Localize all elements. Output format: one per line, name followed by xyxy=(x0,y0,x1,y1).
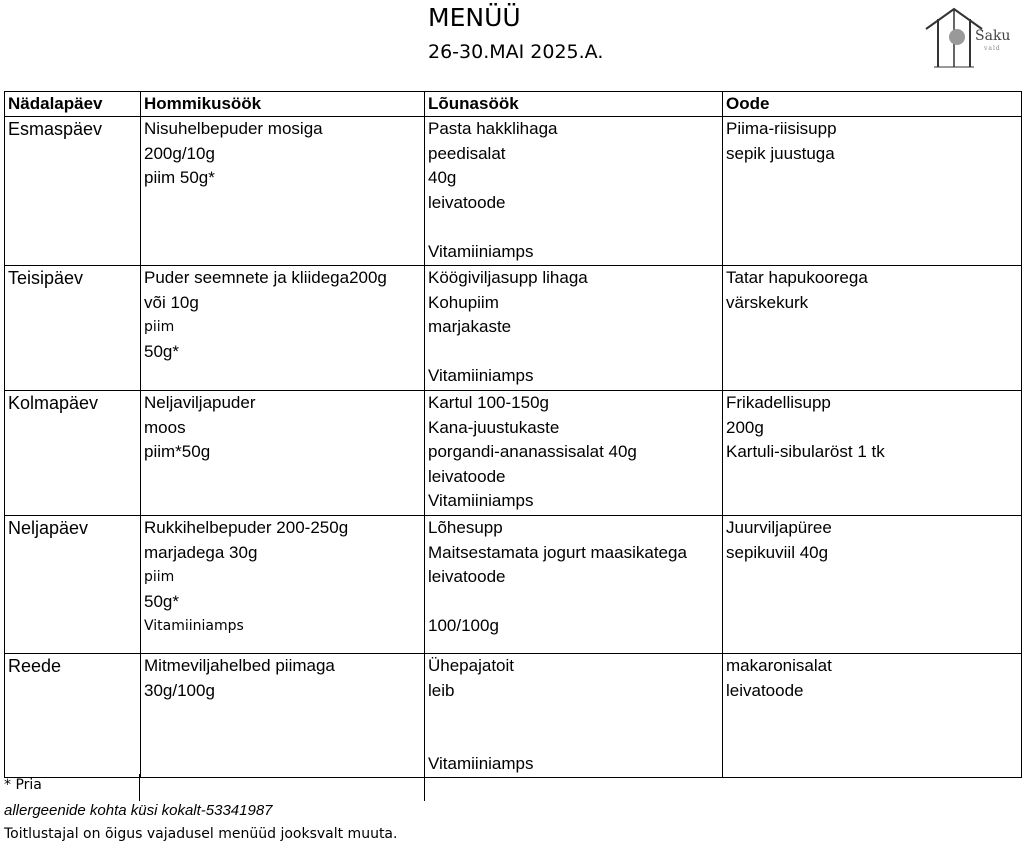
snack-line: Tatar hapukoorega xyxy=(726,268,868,287)
breakfast-line: piim*50g xyxy=(144,442,211,462)
footer-divider xyxy=(424,774,425,801)
lunch-line: Kartul 100-150g xyxy=(428,393,549,412)
breakfast-line: 50g* xyxy=(144,341,179,361)
snack-cell xyxy=(723,391,1022,516)
lunch-line: Vitamiiniamps xyxy=(428,491,534,511)
footer-divider xyxy=(139,774,140,801)
snack-cell xyxy=(723,516,1022,654)
logo-subtext: vald xyxy=(984,45,1001,52)
snack-line: sepikuviil 40g xyxy=(726,542,829,562)
page-subtitle: 26-30.MAI 2025.A. xyxy=(428,41,604,63)
lunch-line: porgandi-ananassisalat 40g xyxy=(428,442,637,462)
lunch-line: 100/100g xyxy=(428,616,499,636)
day-cell: Neljapäev xyxy=(5,516,141,654)
breakfast-line: Neljaviljapuder xyxy=(144,393,256,412)
table-row xyxy=(5,516,1022,654)
snack-line: värskekurk xyxy=(726,292,809,312)
lunch-line: leib xyxy=(428,680,455,700)
lunch-line xyxy=(428,590,722,615)
menu-table xyxy=(4,91,1022,778)
snack-line: Juurviljapüree xyxy=(726,518,832,537)
lunch-line: Kohupiim xyxy=(428,292,499,312)
snack-line: Kartuli-sibularöst 1 tk xyxy=(726,442,885,462)
lunch-cell xyxy=(425,654,723,778)
lunch-line xyxy=(428,340,722,365)
snack-line: Piima-riisisupp xyxy=(726,119,837,138)
snack-line: makaronisalat xyxy=(726,656,832,675)
page-title: MENÜÜ xyxy=(428,3,521,32)
table-row xyxy=(5,266,1022,391)
snack-cell xyxy=(723,117,1022,266)
breakfast-cell xyxy=(141,391,425,516)
breakfast-line: piim xyxy=(144,319,175,336)
breakfast-cell xyxy=(141,266,425,391)
footnote-allergens: allergeenide kohta küsi kokalt-53341987 xyxy=(4,802,273,819)
breakfast-line: marjadega 30g xyxy=(144,542,258,562)
lunch-line: peedisalat xyxy=(428,143,506,163)
table-row xyxy=(5,654,1022,778)
lunch-line: Ühepajatoit xyxy=(428,656,515,675)
breakfast-line: piim 50g* xyxy=(144,168,215,188)
table-header-row xyxy=(5,92,1022,117)
snack-line: Frikadellisupp xyxy=(726,393,831,412)
snack-line: 200g xyxy=(726,417,764,437)
column-header-snack: Oode xyxy=(723,92,1022,117)
breakfast-line: või 10g xyxy=(144,292,199,312)
lunch-cell xyxy=(425,117,723,266)
column-header-lunch: Lõunasöök xyxy=(425,92,723,117)
lunch-line: 40g xyxy=(428,168,457,188)
column-header-breakfast: Hommikusöök xyxy=(141,92,425,117)
breakfast-line xyxy=(144,191,424,216)
footnote-changes: Toitlustajal on õigus vajadusel menüüd jooksvalt muuta. xyxy=(4,826,398,842)
snack-line: sepik juustuga xyxy=(726,143,835,163)
breakfast-line: Vitamiiniamps xyxy=(144,618,244,635)
table-row xyxy=(5,117,1022,266)
breakfast-line: Mitmeviljahelbed piimaga xyxy=(144,656,335,675)
snack-cell xyxy=(723,266,1022,391)
breakfast-line: moos xyxy=(144,417,186,437)
lunch-line xyxy=(428,215,722,240)
lunch-line xyxy=(428,728,722,753)
lunch-line: leivatoode xyxy=(428,192,506,212)
breakfast-line: Rukkihelbepuder 200-250g xyxy=(144,518,349,537)
breakfast-line: Puder seemnete ja kliidega200g xyxy=(144,268,387,287)
lunch-line: Vitamiiniamps xyxy=(428,754,534,774)
lunch-line xyxy=(428,703,722,728)
breakfast-line: 200g/10g xyxy=(144,143,215,163)
day-cell: Reede xyxy=(5,654,141,778)
day-cell: Teisipäev xyxy=(5,266,141,391)
breakfast-line: Nisuhelbepuder mosiga xyxy=(144,119,323,138)
column-header-day: Nädalapäev xyxy=(5,92,141,117)
lunch-line: Lõhesupp xyxy=(428,518,503,537)
lunch-line: Vitamiiniamps xyxy=(428,241,534,261)
breakfast-cell xyxy=(141,654,425,778)
breakfast-line: 50g* xyxy=(144,591,179,611)
lunch-line: leivatoode xyxy=(428,567,506,587)
lunch-line: Maitsestamata jogurt maasikatega xyxy=(428,542,687,562)
lunch-cell xyxy=(425,391,723,516)
breakfast-line: piim xyxy=(144,569,175,586)
lunch-line: Pasta hakklihaga xyxy=(428,119,558,138)
breakfast-cell xyxy=(141,516,425,654)
lunch-cell xyxy=(425,516,723,654)
lunch-line: Kana-juustukaste xyxy=(428,417,560,437)
table-row xyxy=(5,391,1022,516)
day-cell: Kolmapäev xyxy=(5,391,141,516)
snack-cell xyxy=(723,654,1022,778)
breakfast-line: 30g/100g xyxy=(144,680,215,700)
saku-logo xyxy=(924,5,1014,73)
lunch-line: leivatoode xyxy=(428,466,506,486)
lunch-line: Köögiviljasupp lihaga xyxy=(428,268,588,287)
logo-text: Saku xyxy=(975,28,1011,44)
breakfast-cell xyxy=(141,117,425,266)
snack-line: leivatoode xyxy=(726,680,804,700)
lunch-cell xyxy=(425,266,723,391)
footnote-pria: * Pria xyxy=(4,777,42,793)
lunch-line: Vitamiiniamps xyxy=(428,366,534,386)
lunch-line: marjakaste xyxy=(428,317,512,337)
breakfast-line xyxy=(144,215,424,240)
day-cell: Esmaspäev xyxy=(5,117,141,266)
